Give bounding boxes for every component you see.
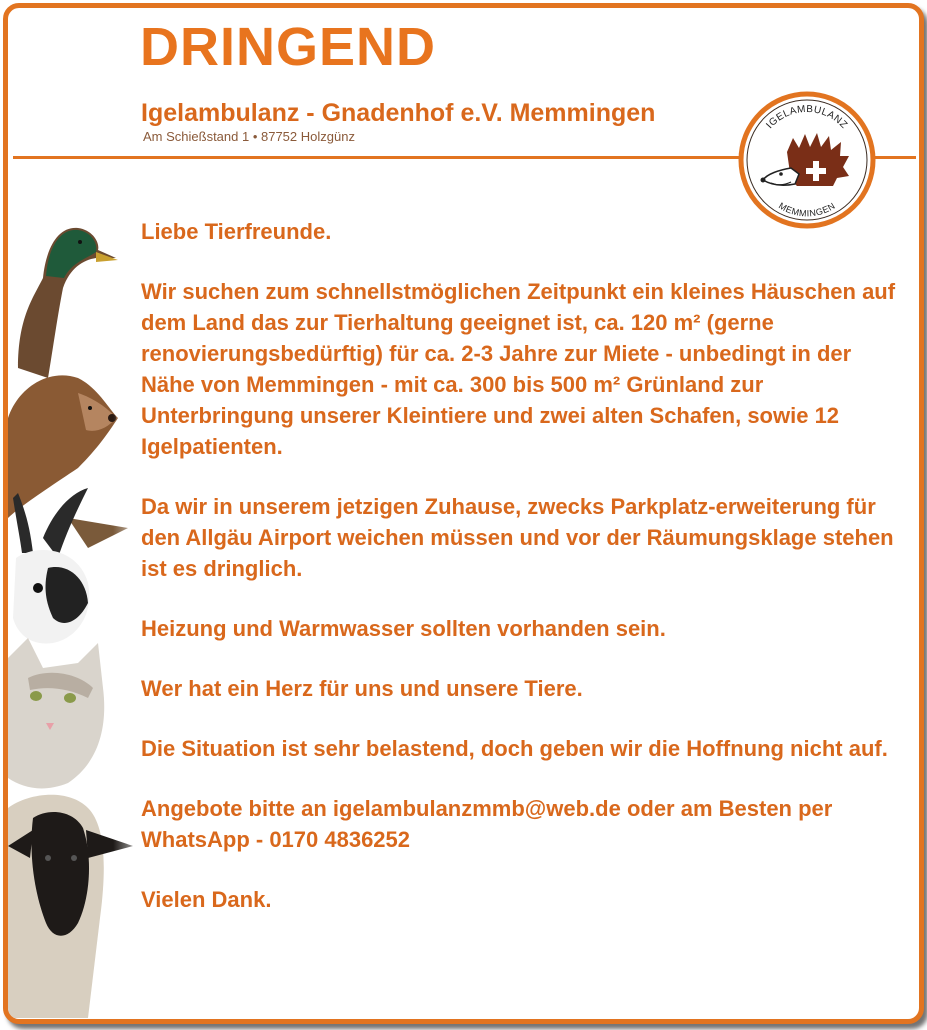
paragraph-contact: Angebote bitte an igelambulanzmmb@web.de oder am Besten per WhatsApp - 0170 4836252 [141,796,833,852]
organization-address: Am Schießstand 1 • 87752 Holzgünz [143,129,355,144]
paragraph-requirements: Heizung und Warmwasser sollten vorhanden sein. [141,616,666,641]
flyer-title: DRINGEND [140,17,437,77]
logo-top-text: IGELAMBULANZ [764,103,850,132]
animals-collage [8,218,148,1018]
greeting: Liebe Tierfreunde. [141,219,332,244]
closing: Vielen Dank. [141,887,272,912]
paragraph-appeal: Wer hat ein Herz für uns und unsere Tiere. [141,676,583,701]
organization-name: Igelambulanz - Gnadenhof e.V. Memmingen [141,99,656,127]
paragraph-reason: Da wir in unserem jetzigen Zuhause, zwecks Parkplatz-erweiterung für den Allgäu Airport weichen müssen und vor der Räumungsklage stehen ist es dringlich. [141,494,894,581]
logo-bottom-text: MEMMINGEN [777,200,837,219]
paragraph-request: Wir suchen zum schnellstmöglichen Zeitpunkt ein kleines Häuschen auf dem Land das zur Tierhaltung geeignet ist, ca. 120 m² (gerne renovierungsbedürftig) für ca. 2-3 Jahre zur Miete - unbedingt in der Nähe von Memmingen - mit ca. 300 bis 500 m² Grünland zur Unterbringung unserer Kleintiere und zwei alten Schafen, sowie 12 Igelpatienten. [141,279,896,459]
letter-body [141,216,901,944]
paragraph-situation: Die Situation ist sehr belastend, doch geben wir die Hoffnung nicht auf. [141,736,888,761]
flyer-frame [3,3,924,1024]
igelambulanz-logo [737,90,877,230]
